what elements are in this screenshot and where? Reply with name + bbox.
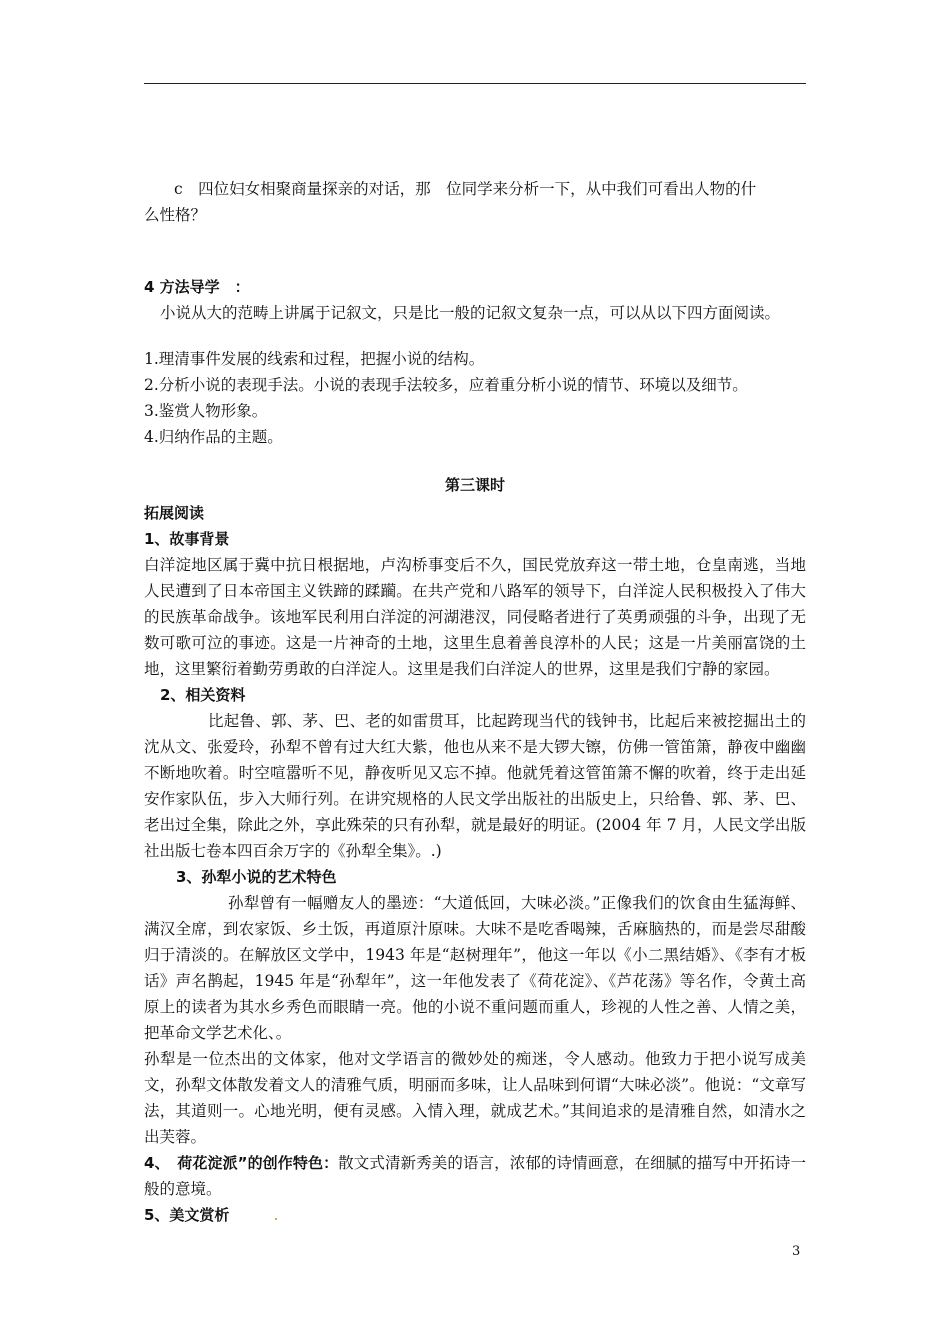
lesson-three <box>144 472 806 1228</box>
method-intro: 小说从大的范畴上讲属于记叙文，只是比一般的记叙文复杂一点，可以从以下四方面阅读。 <box>160 304 781 322</box>
section-4-title: 4、 荷花淀派”的创作特色： <box>144 1154 339 1172</box>
page-number: 3 <box>792 1244 801 1259</box>
method-title: 4 方法导学 ： <box>144 278 250 296</box>
method-list <box>144 346 806 450</box>
question-c-line2: 么性格？ <box>144 206 207 224</box>
method-section <box>144 274 806 326</box>
question-c-line1: c 四位妇女相聚商量探亲的对话，那 位同学来分析一下，从中我们可看出人物的什 <box>174 180 757 198</box>
method-item-3: 3.鉴赏人物形象。 <box>144 402 268 420</box>
method-item-4: 4.归纳作品的主题。 <box>144 428 283 446</box>
section-3-text-1: 孙犁曾有一幅赠友人的墨迹：“大道低回，大味必淡。”正像我们的饮食由生猛海鲜、满汉全席，到农家饭、乡土饭，再道原汁原味。大味不是吃香喝辣，舌麻脑热的，而是尝尽甜酸归于清淡的。在解放区文学中，1943 年是“赵树理年”，他这一年以《小二黑结婚》、《李有才板话》声名鹊起，1945 年是“孙犁年”，这一年他发表了《荷花淀》、《芦花荡》等名作，令黄土高原上的读者为其水乡秀色而眼睛一亮。他的小说不重问题而重人，珍视的人性之善、人情之美，把革命文学艺术化、。 <box>144 894 806 1042</box>
section-2-title: 2、相关资料 <box>160 686 246 704</box>
question-c <box>144 176 806 228</box>
section-5-line <box>144 1202 806 1228</box>
section-3-text-2: 孙犁是一位杰出的文体家，他对文学语言的微妙处的痴迷，令人感动。他致力于把小说写成美文，孙犁文体散发着文人的清雅气质，明丽而多味，让人品味到何谓“大味必淡”。他说：“文章写法，其道则一。心地光明，便有灵感。入情入理，就成艺术。”其间追求的是清雅自然，如清水之出芙蓉。 <box>144 1050 806 1146</box>
extended-reading-heading: 拓展阅读 <box>144 504 205 522</box>
section-5-title: 5、美文赏析 <box>144 1206 230 1224</box>
method-item-2: 2.分析小说的表现手法。小说的表现手法较多，应着重分析小说的情节、环境以及细节。 <box>144 376 748 394</box>
section-5-dot: . <box>273 1206 279 1224</box>
section-3-title: 3、孙犁小说的艺术特色 <box>176 868 337 886</box>
section-4 <box>144 1150 806 1202</box>
section-1-text: 白洋淀地区属于冀中抗日根据地，卢沟桥事变后不久，国民党放弃这一带土地，仓皇南逃，当地人民遭到了日本帝国主义铁蹄的蹂躏。在共产党和八路军的领导下，白洋淀人民积极投入了伟大的民族革命战争。该地军民利用白洋淀的河湖港汊，同侵略者进行了英勇顽强的斗争，出现了无数可歌可泣的事迹。这是一片神奇的土地，这里生息着善良淳朴的人民；这是一片美丽富饶的土地，这里繁衍着勤劳勇敢的白洋淀人。这里是我们白洋淀人的世界，这里是我们宁静的家园。 <box>144 556 806 678</box>
lesson-title: 第三课时 <box>444 476 505 494</box>
header-rule <box>144 83 806 84</box>
method-item-1: 1.理清事件发展的线索和过程，把握小说的结构。 <box>144 350 485 368</box>
section-4-text: 散文式清新秀美的语言，浓郁的诗情画意，在细腻的描写中开拓诗一般的意境。 <box>144 1154 806 1198</box>
section-1-title: 1、故事背景 <box>144 530 230 548</box>
section-2-text: 比起鲁、郭、茅、巴、老的如雷贯耳，比起跨现当代的钱钟书，比起后来被挖掘出土的沈从文、张爱玲，孙犁不曾有过大红大紫，他也从来不是大锣大镲，仿佛一管笛箫，静夜中幽幽不断地吹着。时空喧嚣听不见，静夜听见又忘不掉。他就凭着这管笛箫不懈的吹着，终于走出延安作家队伍，步入大师行列。在讲究规格的人民文学出版社的出版史上，只给鲁、郭、茅、巴、老出过全集，除此之外，享此殊荣的只有孙犁，就是最好的明证。(2004 年 7 月，人民文学出版社出版七卷本四百余万字的《孙犁全集》。.) <box>144 712 806 860</box>
